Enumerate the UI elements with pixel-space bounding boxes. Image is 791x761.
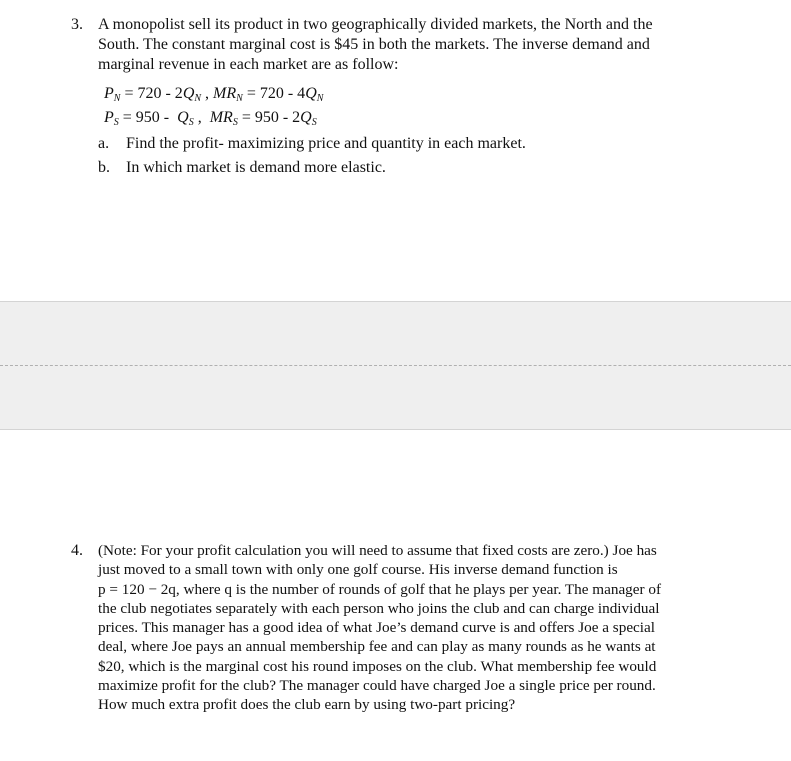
expression: = 720 - 4 [242,85,306,102]
page-break-line [0,365,791,366]
page-top [0,0,791,301]
expression: = 720 - 2 [120,85,183,102]
text-line: prices. This manager has a good idea of what Joe’s demand curve is and offers Joe a special [98,619,655,637]
part-letter: b. [98,159,110,176]
part-letter: a. [98,135,110,152]
subscript: N [316,93,324,104]
expression: = 950 - 2 [237,109,301,126]
page-bottom [0,429,791,761]
price-symbol: P [104,85,114,102]
part-b [98,159,386,177]
quantity-symbol: Q [177,109,189,126]
mr-symbol: MR [209,109,233,126]
question-4-number: 4. [71,542,83,559]
text-line: deal, where Joe pays an annual membership fee and can play as many rounds as he wants at [98,638,656,656]
part-a [98,135,526,153]
subscript: N [236,93,243,104]
equation-south [104,109,317,127]
quantity-symbol: Q [300,109,312,126]
subscript: S [113,117,119,128]
part-text: In which market is demand more elastic. [126,159,386,176]
subscript: S [232,117,238,128]
text-line: the club negotiates separately with each person who joins the club and can charge individual [98,599,660,617]
text-line: $20, which is the marginal cost his round imposes on the club. What membership fee would [98,657,657,675]
mr-symbol: MR [213,85,237,102]
subscript: S [188,117,194,128]
text-line: How much extra profit does the club earn by using two-part pricing? [98,696,516,714]
part-text: Find the profit- maximizing price and quantity in each market. [126,135,526,152]
separator: , [193,109,210,126]
intro-line: A monopolist sell its product in two geographically divided markets, the North and the [98,16,653,33]
quantity-symbol: Q [305,85,317,102]
quantity-symbol: Q [182,85,195,102]
page-gap [0,301,791,430]
text-line: just moved to a small town with only one golf course. His inverse demand function is [98,561,618,579]
subscript: N [194,93,202,104]
subscript: N [113,93,121,104]
question-4-text [98,541,740,715]
intro-line: South. The constant marginal cost is $45 in both the markets. The inverse demand and [98,36,650,53]
question-3-intro [98,15,748,75]
subscript: S [311,117,317,128]
text-line: p = 120 − 2q, where q is the number of rounds of golf that he plays per year. The manager of [98,580,662,598]
expression: = 950 - [118,109,178,126]
question-3-number: 3. [71,16,83,33]
equation-north [104,85,323,103]
price-symbol: P [104,109,114,126]
intro-line: marginal revenue in each market are as follow: [98,56,399,73]
separator: , [201,85,214,102]
text-line: (Note: For your profit calculation you will need to assume that fixed costs are zero.) Joe has [98,542,657,559]
text-line: maximize profit for the club? The manager could have charged Joe a single price per round. [98,677,656,695]
